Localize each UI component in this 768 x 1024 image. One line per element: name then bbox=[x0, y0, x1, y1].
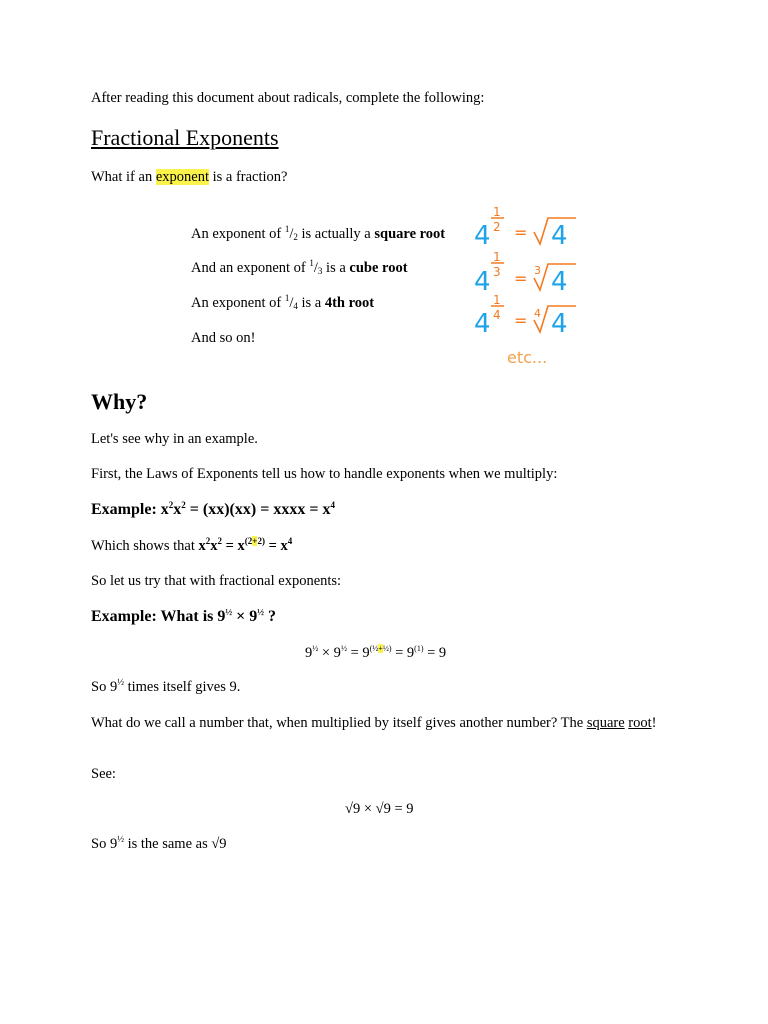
math-text: 9 bbox=[305, 645, 313, 661]
question-after: is a fraction? bbox=[208, 169, 288, 185]
body-text: times itself gives 9. bbox=[123, 679, 241, 695]
fraction-numerator: 1 bbox=[284, 293, 290, 303]
exponent: ½ bbox=[257, 607, 265, 617]
which-shows-line bbox=[91, 538, 292, 555]
figure-radicand: 4 bbox=[551, 309, 568, 339]
figure-radicand: 4 bbox=[551, 267, 568, 297]
see-text: See: bbox=[91, 766, 116, 782]
what-call-paragraph bbox=[91, 714, 661, 732]
figure-equals: = bbox=[514, 223, 528, 242]
figure-exp-denominator: 4 bbox=[493, 308, 501, 322]
rule-text: is actually a bbox=[297, 226, 375, 242]
rule-text: is a bbox=[322, 260, 350, 276]
lets-see-text: Let's see why in an example. bbox=[91, 431, 258, 447]
exponent: (½ bbox=[369, 644, 379, 653]
fraction-denominator: 4 bbox=[293, 301, 298, 311]
math-text: = 9 bbox=[346, 645, 370, 661]
figure-exp-numerator: 1 bbox=[493, 293, 501, 307]
math-text: = 9 bbox=[391, 645, 415, 661]
figure-row-cube-root bbox=[474, 250, 576, 297]
try-text: So let us try that with fractional exponents: bbox=[91, 573, 342, 589]
laws-text: First, the Laws of Exponents tell us how to handle exponents when we multiply: bbox=[91, 466, 558, 482]
figure-equals: = bbox=[514, 311, 528, 330]
rule-bold: square root bbox=[374, 226, 446, 242]
example-text: Example: x bbox=[91, 501, 169, 518]
figure-base: 4 bbox=[474, 309, 491, 339]
exponent: 2 bbox=[181, 500, 186, 510]
figure-exp-denominator: 2 bbox=[493, 220, 501, 234]
square-root-link[interactable]: square bbox=[586, 715, 625, 731]
exponent: (1) bbox=[414, 644, 424, 653]
exponent: ½ bbox=[117, 677, 124, 687]
math-var: x bbox=[210, 538, 218, 554]
heading-fractional-exponents: Fractional Exponents bbox=[91, 125, 279, 150]
math-text: = 9 bbox=[423, 645, 447, 661]
rule-square-root: An exponent of $^1/_2$ is actually a square root bbox=[191, 224, 446, 242]
body-text: So 9 bbox=[91, 679, 118, 695]
figure-exp-numerator: 1 bbox=[493, 250, 501, 264]
highlighted-exponent: exponent bbox=[155, 169, 209, 185]
figure-radicand: 4 bbox=[551, 221, 568, 251]
exponent: (2 bbox=[244, 536, 253, 546]
exponent: 2) bbox=[257, 536, 265, 546]
figure-base: 4 bbox=[474, 267, 491, 297]
rule-cube-root: And an exponent of $^1/_3$ is a cube root bbox=[191, 258, 408, 276]
example-text: Example: What is 9 bbox=[91, 608, 226, 625]
exponent: 2 bbox=[217, 536, 223, 546]
rule-4th-root: An exponent of $^1/_4$ is a 4th root bbox=[191, 293, 375, 311]
example-1 bbox=[91, 501, 335, 519]
fraction-numerator: 1 bbox=[309, 258, 314, 268]
figure-root-index: 4 bbox=[534, 307, 541, 320]
exponent: 2 bbox=[168, 500, 174, 510]
body-text: ! bbox=[651, 715, 657, 731]
example-2 bbox=[91, 608, 276, 626]
highlighted-plus: + bbox=[378, 644, 383, 653]
highlighted-plus: + bbox=[252, 536, 258, 546]
rule-text: And an exponent of bbox=[191, 260, 310, 276]
question-before: What if an bbox=[91, 169, 156, 185]
question-line bbox=[91, 169, 288, 186]
math-text: = x bbox=[264, 538, 288, 554]
rule-text: is a bbox=[297, 295, 325, 311]
example-text: × 9 bbox=[232, 608, 258, 625]
fraction-numerator: 1 bbox=[284, 224, 290, 234]
fractional-exponent-figure bbox=[468, 200, 588, 370]
fraction-denominator: 3 bbox=[317, 266, 323, 276]
example-text: x bbox=[173, 501, 182, 518]
body-text: What do we call a number that, when multiplied by itself gives another number? The bbox=[91, 715, 587, 731]
rule-bold: 4th root bbox=[324, 295, 375, 311]
math-text: = x bbox=[222, 538, 245, 554]
sqrt-equation: √9 × √9 = 9 bbox=[345, 801, 414, 817]
figure-exp-denominator: 3 bbox=[493, 265, 501, 279]
so-same-line bbox=[91, 836, 227, 853]
figure-exp-numerator: 1 bbox=[493, 205, 501, 219]
example-text: ? bbox=[264, 608, 277, 625]
fraction-denominator: 2 bbox=[293, 232, 298, 242]
and-so-on: And so on! bbox=[191, 330, 256, 346]
rule-text: An exponent of bbox=[191, 226, 285, 242]
heading-why: Why? bbox=[91, 389, 148, 414]
exponent: ½) bbox=[382, 644, 392, 653]
body-text: is the same as √9 bbox=[123, 836, 227, 852]
so-times-line bbox=[91, 679, 240, 696]
figure-row-square-root bbox=[474, 205, 576, 251]
exponent: ½ bbox=[117, 834, 124, 844]
figure-equals: = bbox=[514, 269, 528, 288]
figure-base: 4 bbox=[474, 221, 491, 251]
exponent: ½ bbox=[312, 644, 319, 653]
figure-root-index: 3 bbox=[534, 264, 541, 277]
math-text: × 9 bbox=[318, 645, 341, 661]
intro-text: After reading this document about radicals, complete the following: bbox=[91, 90, 485, 106]
exponent: ½ bbox=[340, 644, 347, 653]
math-var: x bbox=[198, 538, 206, 554]
figure-etc: etc... bbox=[507, 348, 548, 367]
exponent: 2 bbox=[205, 536, 211, 546]
exponent: 4 bbox=[330, 500, 335, 510]
rule-bold: cube root bbox=[349, 260, 408, 276]
square-root-link[interactable]: root bbox=[628, 715, 652, 731]
body-text: Which shows that bbox=[91, 538, 199, 554]
exponent: 4 bbox=[287, 536, 293, 546]
equation-line bbox=[305, 645, 446, 662]
rule-text: An exponent of bbox=[191, 295, 285, 311]
exponent: ½ bbox=[225, 607, 233, 617]
example-text: = (xx)(xx) = xxxx = x bbox=[185, 501, 331, 518]
figure-row-4th-root bbox=[474, 293, 576, 339]
body-text: So 9 bbox=[91, 836, 118, 852]
